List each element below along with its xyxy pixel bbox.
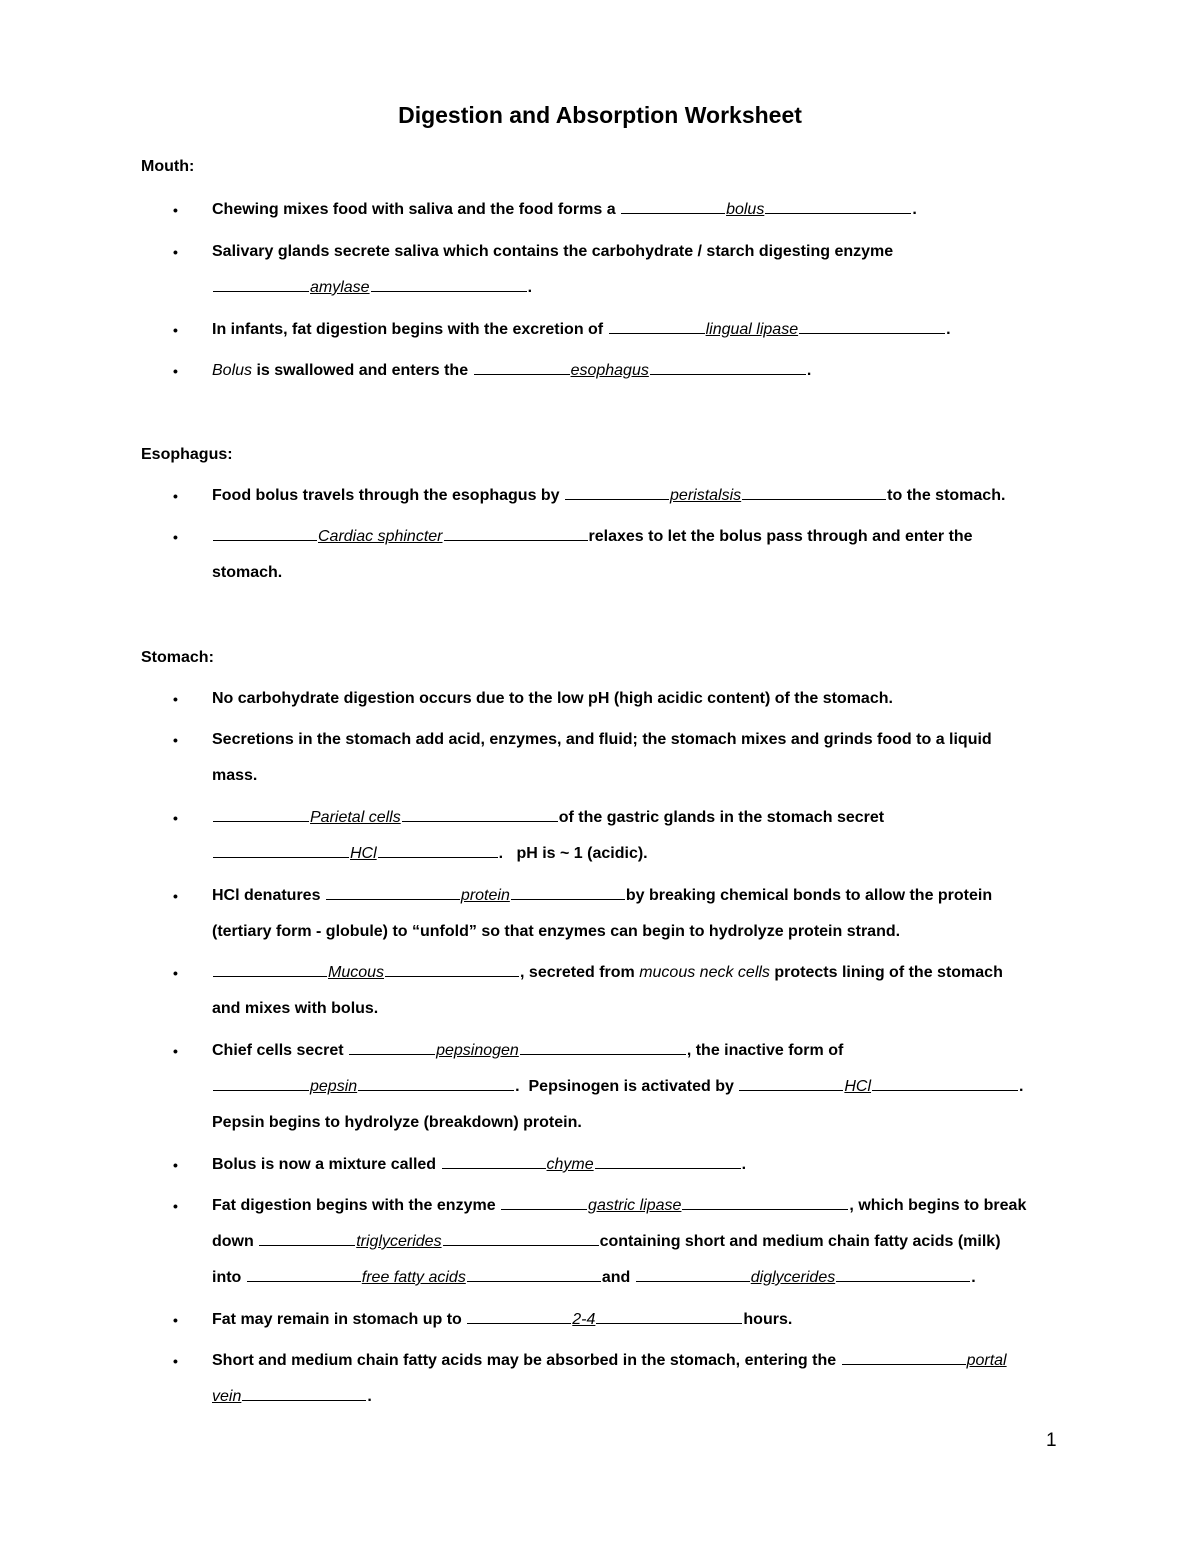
mouth-item-2: Salivary glands secrete saliva which contains the carbohydrate / starch digesting enzyme amylase .	[212, 243, 894, 296]
esophagus-item-1: Food bolus travels through the esophagus by peristalsis to the stomach.	[212, 487, 1006, 504]
bullet-icon: •	[173, 810, 178, 826]
bullet-icon: •	[173, 691, 178, 707]
mouth-item-1: Chewing mixes food with saliva and the food forms a bolus .	[212, 201, 917, 218]
stomach-item-2: Secretions in the stomach add acid, enzymes, and fluid; the stomach mixes and grinds food to a liquid mass.	[212, 731, 992, 784]
stomach-item-9: Fat may remain in stomach up to 2-4 hours.	[212, 1311, 793, 1328]
esophagus-item-2: Cardiac sphincter relaxes to let the bolus pass through and enter the stomach.	[212, 528, 973, 581]
section-heading-stomach: Stomach:	[141, 649, 214, 666]
stomach-item-8: Fat digestion begins with the enzyme gastric lipase , which begins to break down triglycerides containing short and medium chain fatty acids (milk) into free fatty acids and diglycerides .	[212, 1197, 1027, 1286]
mouth-item-3: In infants, fat digestion begins with the excretion of lingual lipase .	[212, 321, 951, 338]
page-title: Digestion and Absorption Worksheet	[398, 102, 802, 128]
mouth-item-4: Bolus is swallowed and enters the esophagus .	[212, 362, 812, 379]
section-heading-mouth: Mouth:	[141, 158, 195, 175]
stomach-item-4: HCl denatures protein by breaking chemical bonds to allow the protein (tertiary form - globule) to “unfold” so that enzymes can begin to hydrolyze protein strand.	[212, 887, 993, 940]
bullet-icon: •	[173, 488, 178, 504]
section-heading-esophagus: Esophagus:	[141, 446, 233, 463]
bullet-icon: •	[173, 529, 178, 545]
page-number: 1	[1046, 1430, 1057, 1451]
bullet-icon: •	[173, 1043, 178, 1059]
bullet-icon: •	[173, 965, 178, 981]
stomach-item-1: No carbohydrate digestion occurs due to the low pH (high acidic content) of the stomach.	[212, 690, 893, 707]
bullet-icon: •	[173, 322, 178, 338]
stomach-item-3: Parietal cells of the gastric glands in the stomach secret HCl . pH is ~ 1 (acidic).	[212, 800, 1072, 872]
bullet-icon: •	[173, 244, 178, 260]
stomach-item-7: Bolus is now a mixture called chyme .	[212, 1156, 747, 1173]
stomach-item-5: Mucous , secreted from mucous neck cells protects lining of the stomach and mixes with bolus.	[212, 964, 1003, 1017]
bullet-icon: •	[173, 1157, 178, 1173]
bullet-icon: •	[173, 888, 178, 904]
bullet-icon: •	[173, 202, 178, 218]
bullet-icon: •	[173, 1353, 178, 1369]
stomach-item-10: Short and medium chain fatty acids may be absorbed in the stomach, entering the portal vein .	[212, 1352, 1007, 1405]
bullet-icon: •	[173, 363, 178, 379]
bullet-icon: •	[173, 1198, 178, 1214]
stomach-item-6: Chief cells secret pepsinogen , the inactive form of pepsin . Pepsinogen is activated by HCl . Pepsin begins to hydrolyze (breakdown) protein.	[212, 1042, 1024, 1131]
bullet-icon: •	[173, 732, 178, 748]
bullet-icon: •	[173, 1312, 178, 1328]
